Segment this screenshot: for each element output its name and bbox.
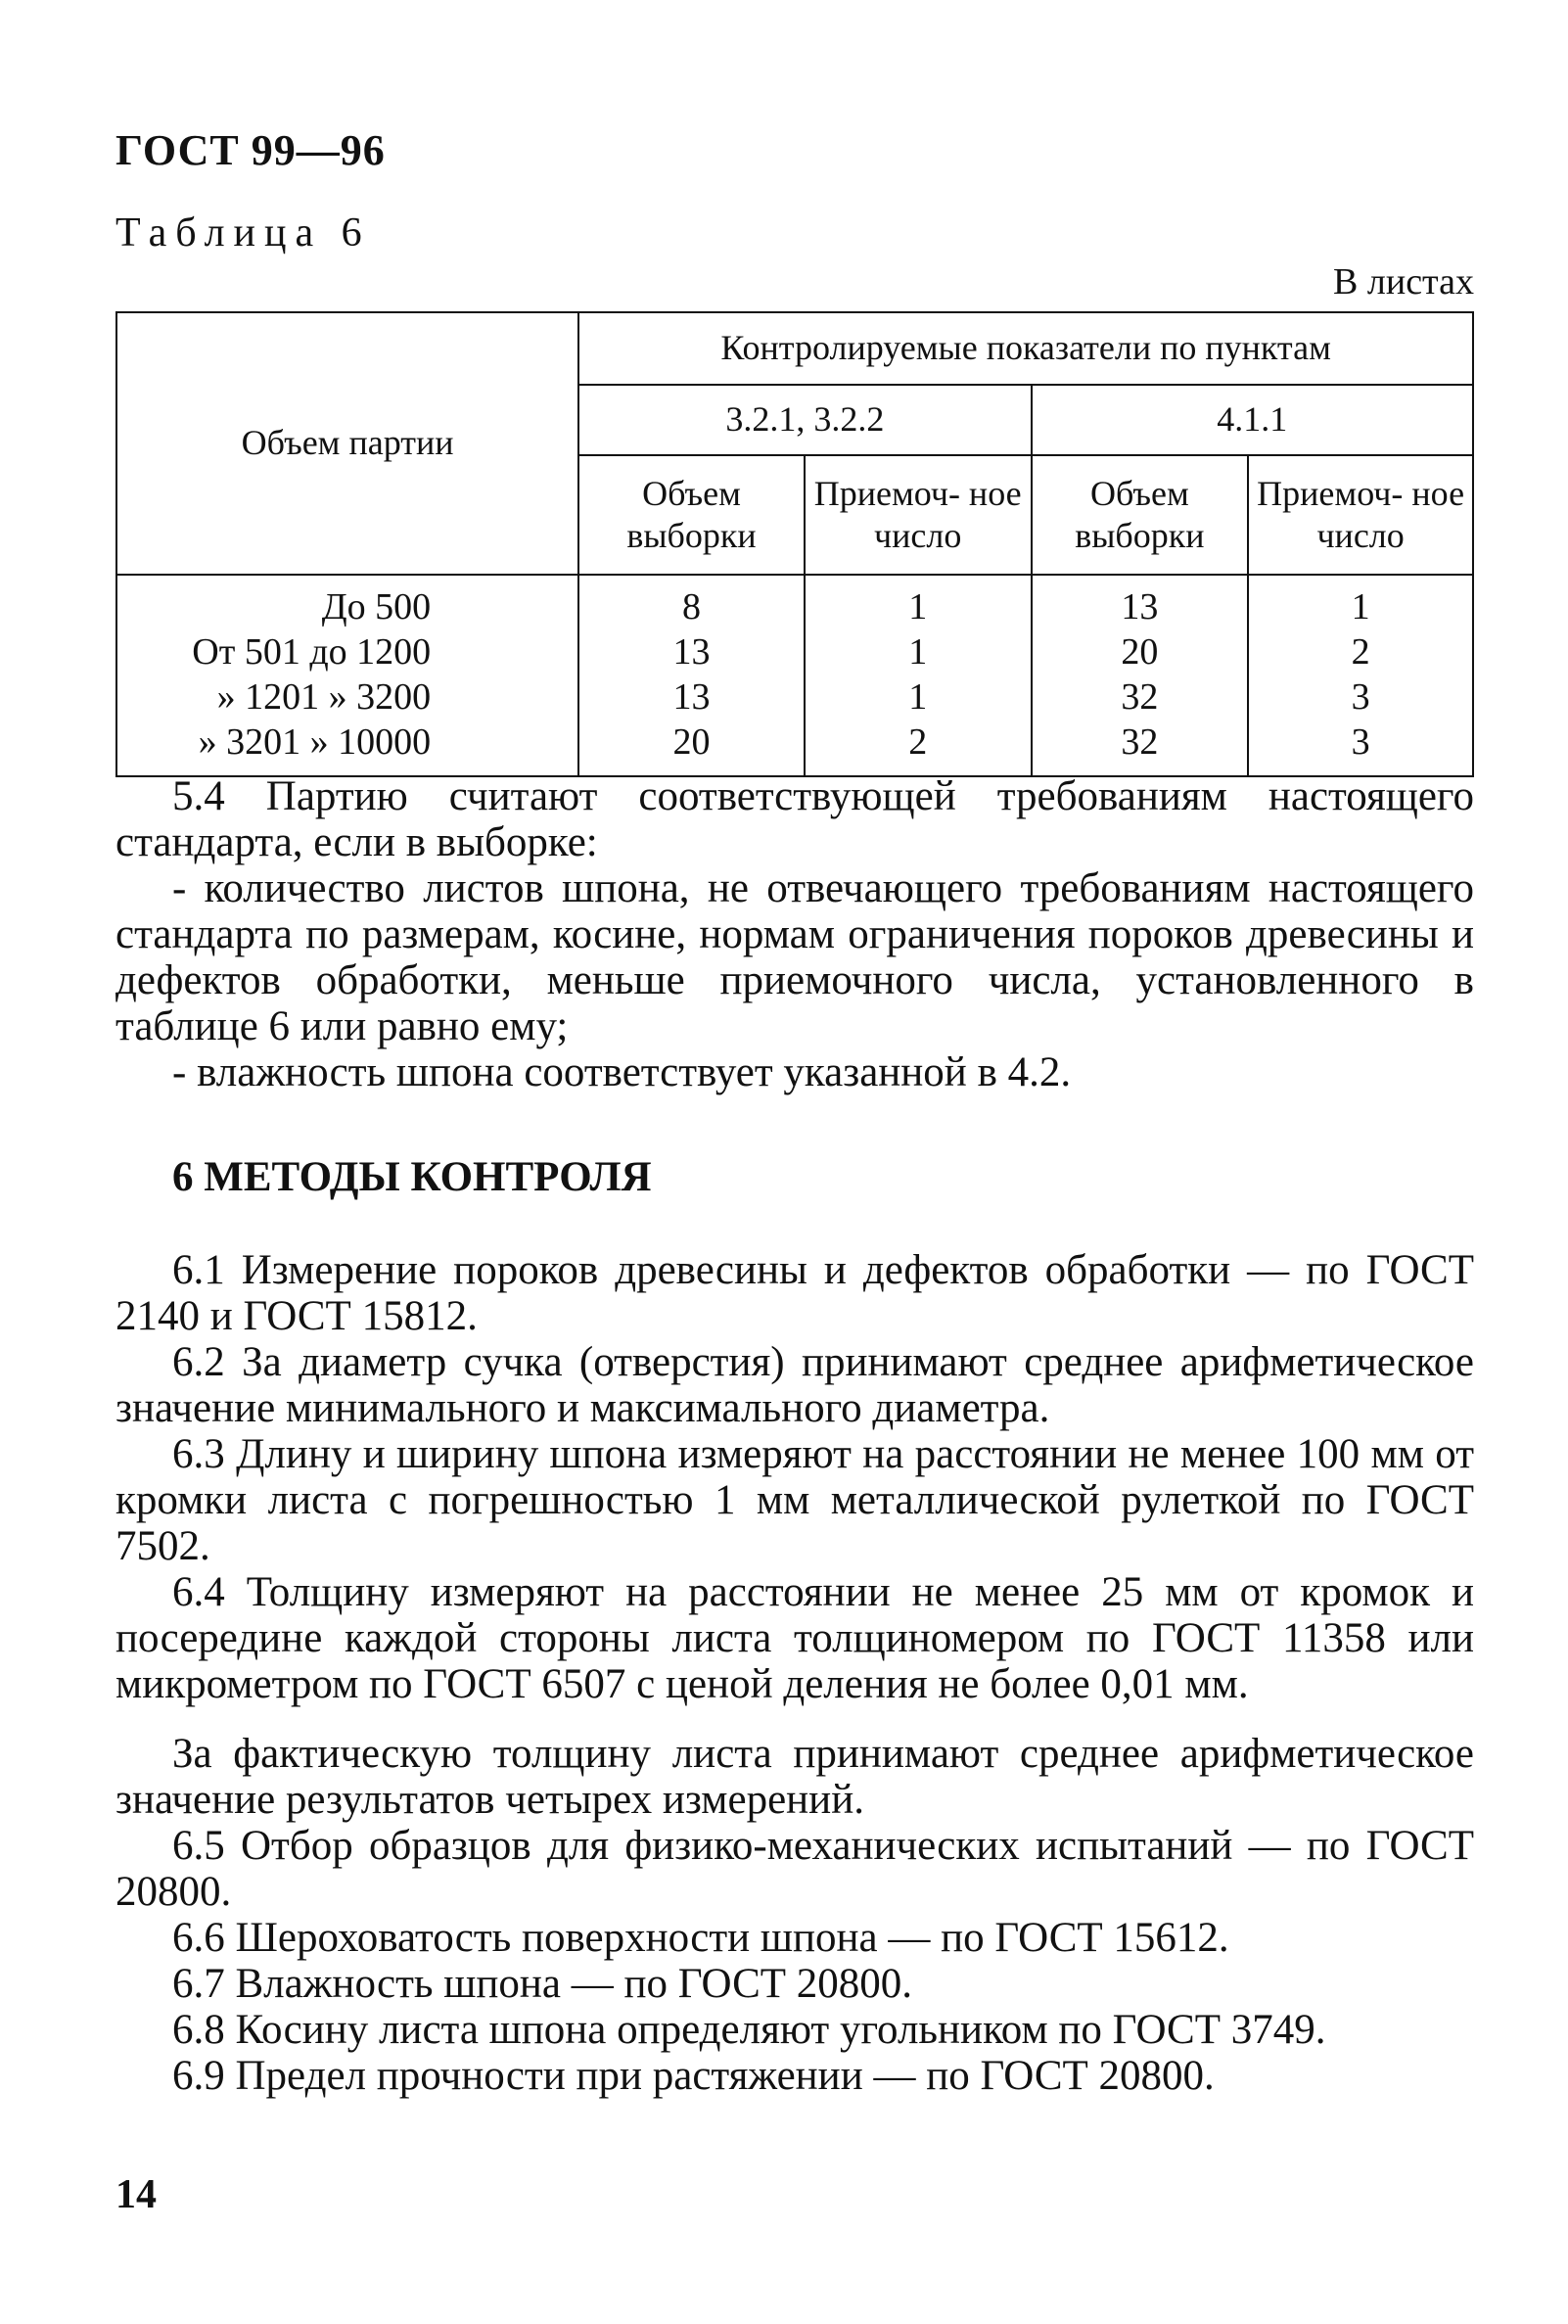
paragraph-6-7: 6.7 Влажность шпона — по ГОСТ 20800. <box>172 1961 913 2007</box>
header-controlled-indicators: Контролируемые показатели по пунктам <box>578 312 1473 385</box>
paragraph-6-1: 6.1 Измерение пороков древесины и дефектов обработки — по ГОСТ 2140 и ГОСТ 15812. <box>115 1247 1474 1339</box>
paragraph-6-4: 6.4 Толщину измеряют на расстоянии не менее 25 мм от кромок и посередине каждой стороны листа толщиномером по ГОСТ 11358 или микрометром по ГОСТ 6507 с ценой деления не более 0,01 мм. <box>115 1569 1474 1707</box>
body-text <box>115 773 1474 2099</box>
cell-accept-a: 1 <box>805 675 1032 720</box>
paragraph-6-5: 6.5 Отбор образцов для физико-механических испытаний — по ГОСТ 20800. <box>115 1823 1474 1915</box>
paragraph-5-4-item-1: - количество листов шпона, не отвечающего требованиям настоящего стандарта по размерам, косине, нормам ограничения пороков древесины и дефектов обработки, меньше приемочного числа, установленного в таблице 6 или равно ему; <box>115 865 1474 1049</box>
header-acceptance-number-a: Приемоч- ное число <box>805 455 1032 575</box>
header-sample-size-a: Объем выборки <box>578 455 805 575</box>
cell-sample-b: 20 <box>1032 630 1249 675</box>
paragraph-6-3: 6.3 Длину и ширину шпона измеряют на расстоянии не менее 100 мм от кромки листа с погрешностью 1 мм металлической рулеткой по ГОСТ 7502. <box>115 1431 1474 1569</box>
paragraph-6-4-continued: За фактическую толщину листа принимают среднее арифметическое значение результатов четырех измерений. <box>115 1731 1474 1823</box>
cell-accept-a: 1 <box>805 575 1032 630</box>
section-title-control-methods: 6 МЕТОДЫ КОНТРОЛЯ <box>172 1154 652 1200</box>
paragraph-6-2: 6.2 За диаметр сучка (отверстия) принимают среднее арифметическое значение минимального и максимального диаметра. <box>115 1339 1474 1431</box>
cell-accept-b: 2 <box>1248 630 1473 675</box>
cell-sample-b: 13 <box>1032 575 1249 630</box>
cell-accept-b: 1 <box>1248 575 1473 630</box>
paragraph-5-4: 5.4 Партию считают соответствующей требованиям настоящего стандарта, если в выборке: <box>115 773 1474 865</box>
cell-sample-a: 8 <box>578 575 805 630</box>
page-number: 14 <box>115 2172 157 2217</box>
cell-sample-a: 13 <box>578 630 805 675</box>
header-lot-volume: Объем партии <box>116 312 578 575</box>
table-row <box>116 720 1473 776</box>
cell-accept-a: 1 <box>805 630 1032 675</box>
cell-lot-range: От 501 до 1200 <box>116 630 578 675</box>
table-row <box>116 630 1473 675</box>
document-code: ГОСТ 99—96 <box>115 126 386 174</box>
header-sample-size-b: Объем выборки <box>1032 455 1249 575</box>
header-clauses-a: 3.2.1, 3.2.2 <box>578 385 1031 455</box>
table-row <box>116 575 1473 630</box>
table-row <box>116 675 1473 720</box>
cell-sample-b: 32 <box>1032 675 1249 720</box>
cell-sample-a: 13 <box>578 675 805 720</box>
paragraph-5-4-item-2: - влажность шпона соответствует указанной в 4.2. <box>172 1049 1072 1095</box>
table-units-note: В листах <box>1333 261 1474 302</box>
header-acceptance-number-b: Приемоч- ное число <box>1248 455 1473 575</box>
table-caption: Таблица 6 <box>115 210 371 256</box>
cell-lot-range: » 3201 » 10000 <box>116 720 578 776</box>
paragraph-6-8: 6.8 Косину листа шпона определяют угольником по ГОСТ 3749. <box>172 2007 1326 2053</box>
sampling-table <box>115 311 1474 777</box>
cell-lot-range: » 1201 » 3200 <box>116 675 578 720</box>
cell-sample-a: 20 <box>578 720 805 776</box>
paragraph-6-6: 6.6 Шероховатость поверхности шпона — по ГОСТ 15612. <box>172 1915 1229 1961</box>
cell-sample-b: 32 <box>1032 720 1249 776</box>
header-clauses-b: 4.1.1 <box>1032 385 1473 455</box>
cell-accept-b: 3 <box>1248 675 1473 720</box>
cell-lot-range: До 500 <box>116 575 578 630</box>
paragraph-6-9: 6.9 Предел прочности при растяжении — по ГОСТ 20800. <box>172 2053 1215 2099</box>
cell-accept-b: 3 <box>1248 720 1473 776</box>
cell-accept-a: 2 <box>805 720 1032 776</box>
